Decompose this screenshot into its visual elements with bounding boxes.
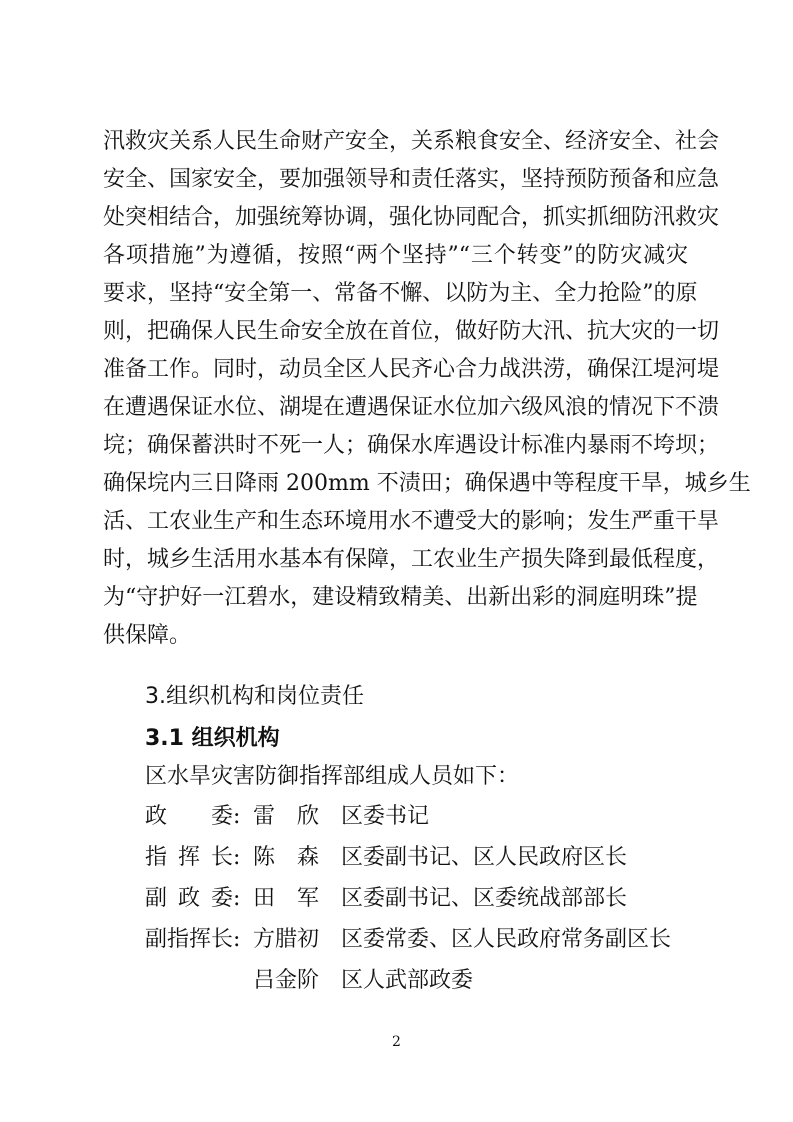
paragraph-line: 安全、国家安全，要加强领导和责任落实，坚持预防预备和应急: [103, 167, 720, 192]
section-intro: 区水旱灾害防御指挥部组成人员如下：: [145, 764, 520, 789]
paragraph-line: 确保垸内三日降雨 200mm 不渍田；确保遇中等程度干旱，城乡生: [103, 471, 751, 496]
paragraph-line: 各项措施”为遵循，按照“两个坚持”“三个转变”的防灾减灾: [103, 243, 688, 268]
member-colon: :: [233, 804, 241, 829]
member-colon: :: [233, 927, 241, 952]
member-title: 区委副书记、区委统战部部长: [341, 886, 628, 911]
member-name: 吕金阶: [253, 968, 320, 993]
member-colon: :: [233, 845, 241, 870]
paragraph-line: 时，城乡生活用水基本有保障，工农业生产损失降到最低程度，: [103, 547, 720, 572]
page-number: 2: [392, 1034, 401, 1050]
paragraph-line: 为“守护好一江碧水，建设精致精美、出新出彩的洞庭明珠”提: [103, 585, 698, 610]
member-colon: :: [233, 886, 241, 911]
member-name: 田军: [253, 886, 319, 911]
paragraph-line: 汛救灾关系人民生命财产安全，关系粮食安全、经济安全、社会: [103, 129, 720, 154]
member-role: 指挥长: [145, 845, 233, 870]
paragraph-line: 垸；确保蓄洪时不死一人；确保水库遇设计标准内暴雨不垮坝；: [103, 433, 720, 458]
member-role: 副政委: [145, 886, 233, 911]
paragraph-line: 则，把确保人民生命安全放在首位，做好防大汛、抗大灾的一切: [103, 319, 720, 344]
member-title: 区委常委、区人民政府常务副区长: [341, 927, 672, 952]
member-title: 区委副书记、区人民政府区长: [341, 845, 628, 870]
paragraph-line: 活、工农业生产和生态环境用水不遭受大的影响；发生严重干旱: [103, 509, 720, 534]
member-title: 区委书记: [341, 804, 430, 829]
member-role: 政委: [145, 804, 233, 829]
paragraph-line: 处突相结合，加强统筹协调，强化协同配合，抓实抓细防汛救灾: [103, 205, 720, 230]
member-role: 副指挥长: [145, 927, 234, 952]
member-name: 陈森: [253, 845, 319, 870]
section-heading: 3.组织机构和岗位责任: [145, 684, 364, 709]
paragraph-line: 准备工作。同时，动员全区人民齐心合力战洪涝，确保江堤河堤: [103, 357, 720, 382]
section-subheading: 3.1 组织机构: [145, 726, 280, 751]
member-name: 雷欣: [253, 804, 319, 829]
member-name: 方腊初: [253, 927, 320, 952]
paragraph-line: 在遭遇保证水位、湖堤在遭遇保证水位加六级风浪的情况下不溃: [103, 395, 720, 420]
paragraph-line: 要求，坚持“安全第一、常备不懈、以防为主、全力抢险”的原: [103, 281, 698, 306]
paragraph-line: 供保障。: [103, 623, 192, 648]
member-title: 区人武部政委: [341, 968, 474, 993]
